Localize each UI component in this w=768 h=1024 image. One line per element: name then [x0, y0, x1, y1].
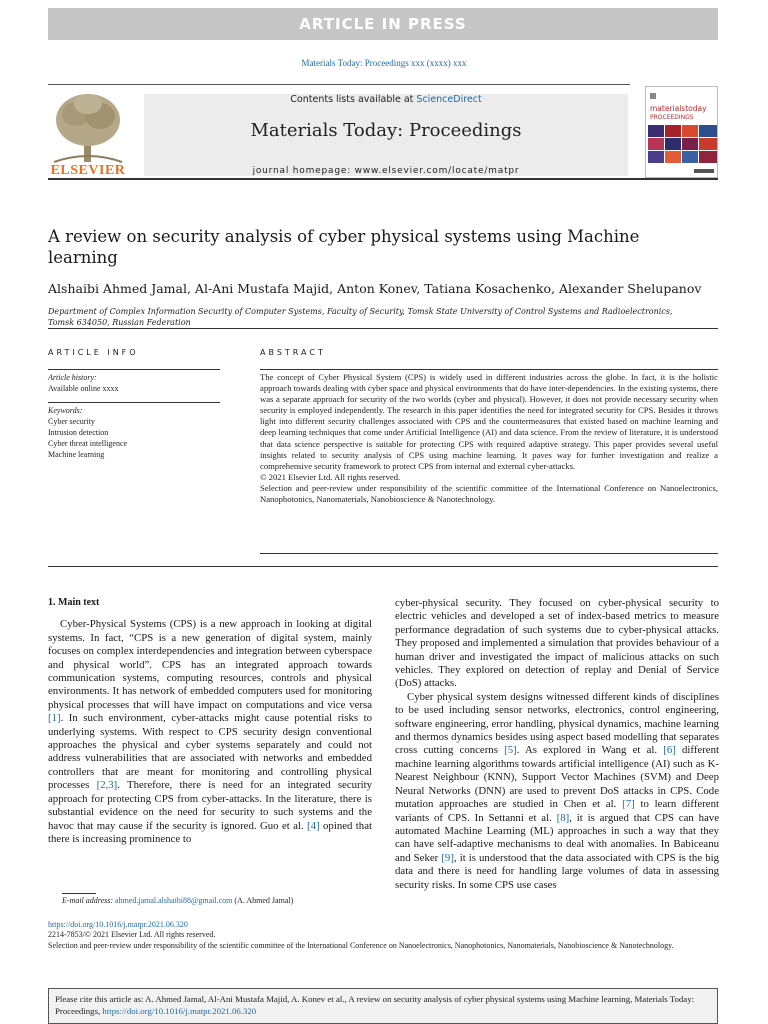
citation-text: Please cite this article as: A. Ahmed Jamal, Al-Ani Mustafa Majid, A. Konev et al., A review on security analysis of cyber physical systems using Machine learning, Materials Today: Proceedings,: [55, 994, 695, 1017]
doi-link[interactable]: https://doi.org/10.1016/j.matpr.2021.06.320: [48, 920, 188, 929]
email-footnote: [62, 896, 293, 905]
body-top-rule: [48, 566, 718, 567]
elsevier-wordmark: ELSEVIER: [50, 163, 126, 178]
body-left-column: [48, 596, 372, 846]
journal-cover-thumbnail: [645, 86, 718, 178]
citation-doi-link[interactable]: https://doi.org/10.1016/j.matpr.2021.06.320: [102, 1006, 257, 1017]
keyword-item: Cyber security: [48, 417, 95, 426]
svg-text:materialstoday: materialstoday: [650, 104, 707, 113]
keywords-label: Keywords:: [48, 406, 83, 415]
body-right-column: [395, 597, 719, 892]
reference-link[interactable]: [4]: [307, 819, 320, 832]
reference-link[interactable]: [8]: [556, 811, 570, 824]
svg-text:PROCEEDINGS: PROCEEDINGS: [650, 114, 694, 121]
title-rule: [48, 328, 718, 329]
body-paragraph: Cyber-Physical Systems (CPS) is a new approach in looking at digital systems. In fact, “CPS is a new generation of digital system, mainly focuses on complex interdependencies and integration between cyberspace and physical world”. CPS has an integrated approach towards communication systems, computing resources, controls and physical environments. It has network of embedded computers used for monitoring physical processes that will have impact on computations and vice versa [1]. In such environment, cyber-attacks might cause potential risks to underlying systems. With respect to CPS security design conventional approaches the physical and cyber systems separately and could not address vulnerabilities that are associated with networks and embedded controllers that are meant for monitoring and controlling physical processes [2,3]. Therefore, there is need for an integrated security approach for protecting CPS from cyber-attacks. In the literature, there is substantial evidence on the need for security to such systems and the havoc that may cause if the security is ignored. Guo et al. [4] opined that there is increasing prominence to: [48, 618, 373, 845]
header-top-rule: [48, 84, 630, 85]
contents-available-line: [144, 94, 628, 105]
keyword-item: Intrusion detection: [48, 428, 109, 437]
author-email-link[interactable]: ahmed.jamal.alshaibi88@gmail.com: [115, 896, 233, 905]
sciencedirect-link[interactable]: ScienceDirect: [416, 94, 482, 105]
email-label: E-mail address:: [62, 896, 116, 905]
peer-review-note: Selection and peer-review under responsibility of the scientific committee of the International Conference on Nanoelectronics, Nanophotonics, Nanomaterials, Nanobioscience & Nanotechnology.: [48, 940, 674, 950]
contents-prefix: Contents lists available at: [290, 94, 417, 105]
reference-link[interactable]: [2,3]: [96, 779, 118, 792]
header-bottom-rule: [48, 178, 718, 180]
article-in-press-banner: ARTICLE IN PRESS: [48, 8, 718, 40]
keyword-item: Cyber threat intelligence: [48, 439, 128, 448]
reference-link[interactable]: [6]: [663, 744, 676, 757]
history-label: Article history:: [48, 373, 97, 382]
article-info-panel: [48, 372, 220, 460]
abstract-rule: [260, 369, 718, 370]
journal-homepage[interactable]: journal homepage: www.elsevier.com/locate/matpr: [252, 166, 520, 176]
history-value: Available online xxxx: [48, 384, 119, 393]
abstract-bottom-rule: [260, 553, 718, 554]
body-paragraph: cyber-physical security. They focused on cyber-physical security to electric vehicles and developed a set of index-based metrics to measure performance degradation of such systems due to cyber-physical attacks. They proposed and implemented a simulation that provides behaviour of a human driver and investigated the impact of malicious attacks on such vehicles. They explored on detection of replay and Denial of Service (DoS) attacks.: [395, 597, 719, 690]
reference-link[interactable]: [5]: [504, 744, 517, 757]
reference-link[interactable]: [7]: [622, 798, 635, 811]
reference-link[interactable]: [9]: [441, 851, 454, 864]
doi-block: [48, 920, 718, 951]
reference-link[interactable]: [1]: [48, 712, 61, 725]
journal-reference[interactable]: Materials Today: Proceedings xxx (xxxx) xxx: [301, 58, 467, 68]
keywords-rule: [48, 402, 220, 403]
footnote-rule: [62, 893, 96, 894]
keyword-item: Machine learning: [48, 450, 105, 459]
paper-title: A review on security analysis of cyber physical systems using Machine learning: [48, 227, 640, 267]
abstract-copyright: © 2021 Elsevier Ltd. All rights reserved.: [260, 471, 401, 482]
cite-this-article-box: [48, 988, 718, 1024]
body-paragraph: Cyber physical system designs witnessed different kinds of disciplines to be used including sensor networks, electronics, control engineering, software engineering, error handling, physical dynamics, machine learning and thermos dynamics besides using aspect based modelling that separates cross cutting concerns [5]. As explored in Wang et al. [6] different machine learning algorithms towards artificial intelligence (AI) such as K-Nearest Neighbour (KNN), Support Vector Machines (SVM) and Deep Neural Networks (DNN) are used to prevent DoS attacks in CPS. Code mutation approaches are studied in Chen et al. [7] to learn different variants of CPS. In Settanni et al. [8], it is argued that CPS can have automated Machine Learning (ML) approaches in such a way that they can have self-adaptive mechanisms to deal with anomalies. In Babiceanu and Seker [9], it is understood that the data associated with CPS is the big data and there is need for handling large volumes of data in assessing security risks. In some CPS use cases: [395, 690, 719, 891]
abstract-heading: ABSTRACT: [260, 348, 326, 357]
section-heading: 1. Main text: [48, 597, 100, 608]
article-info-heading: ARTICLE INFO: [48, 348, 139, 357]
abstract-panel: [260, 372, 718, 505]
email-suffix: (A. Ahmed Jamal): [232, 896, 294, 905]
author-affiliation: Department of Complex Information Security of Computer Systems, Faculty of Security, Tomsk State University of Control Systems and Radioelectronics, Tomsk 634050, Russian Federation: [48, 307, 673, 327]
issn-line: 2214-7853/© 2021 Elsevier Ltd. All rights reserved.: [48, 930, 216, 940]
journal-title: Materials Today: Proceedings: [250, 120, 522, 141]
author-list: Alshaibi Ahmed Jamal, Al-Ani Mustafa Majid, Anton Konev, Tatiana Kosachenko, Alexander Shelupanov: [48, 281, 702, 296]
abstract-review-note: Selection and peer-review under responsibility of the scientific committee of the International Conference on Nanoelectronics, Nanophotonics, Nanomaterials, Nanobioscience & Nanotechnology.: [260, 482, 718, 505]
article-info-rule: [48, 369, 220, 370]
abstract-text: The concept of Cyber Physical System (CPS) is widely used in different industries across the globe. In fact, it is the holistic approach towards dealing with cyber space and physical environments that do have inter-dependencies. In the existing systems, there was a separate approach for security of the two worlds (cyber and physical). However, it does not provide necessary security when security is employed independently. The research in this paper identifies the need for integrated security for CPS. Besides it throws light into different security challenges associated with CPS and the countermeasures that existed based on machine learning and deep learning techniques that come under Artificial Intelligence (AI) and data science. From the review of literature, it is understood that data science perspective is suitable for protecting CPS with required adaptive strategy. This paper provides several useful insights related to security analysis of CPS using machine learning. It paves way for further investigation and realize a comprehensive security framework to protect CPS from internal and external cyber-attacks.: [260, 372, 718, 471]
